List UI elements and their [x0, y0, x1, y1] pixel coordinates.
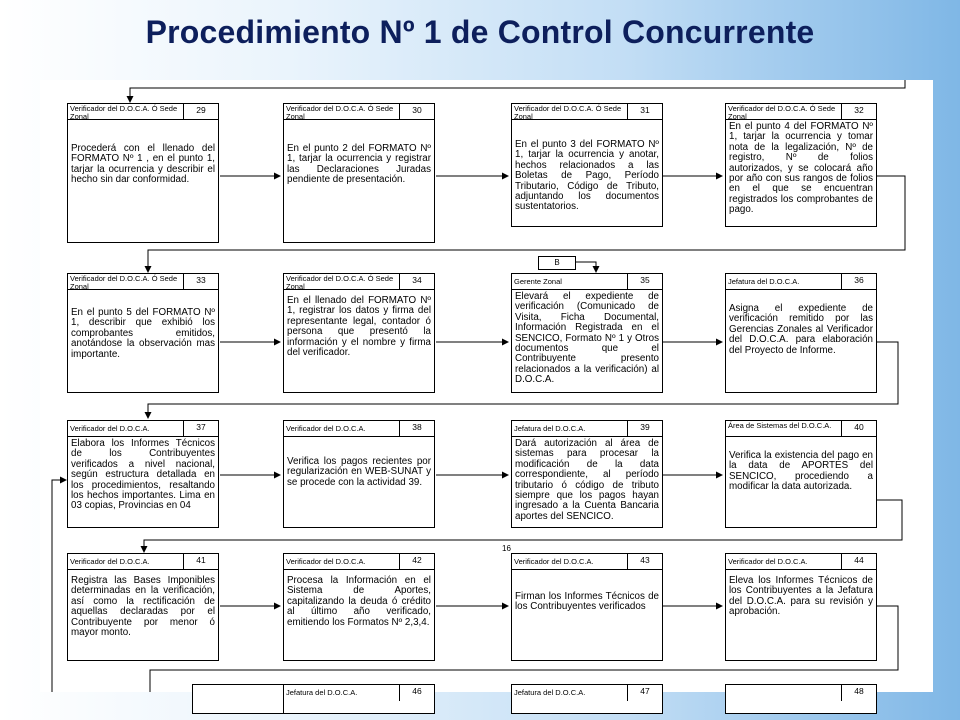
step-32	[725, 103, 877, 227]
step-33-actor: Verificador del D.O.C.A. Ó Sede Zonal	[70, 274, 178, 291]
step-32-text: En el punto 4 del FORMATO Nº 1, tarjar la ocurrencia y tomar nota de la legalización, Nº de registro, Nº de folios autorizados, y se colocará año por año con sus rangos de folios en el que se encuentran registrados los comprobantes de pago.	[729, 121, 873, 216]
page-title: Procedimiento Nº 1 de Control Concurrente	[145, 14, 815, 50]
step-33	[67, 273, 219, 393]
step-39-actor: Jefatura del D.O.C.A.	[514, 424, 586, 433]
step-47-actor: Jefatura del D.O.C.A.	[514, 688, 586, 697]
step-33-number: 33	[183, 274, 218, 289]
step-36-number: 36	[841, 274, 876, 289]
step-39-number: 39	[627, 421, 662, 436]
step-39	[511, 420, 663, 528]
step-42	[283, 553, 435, 661]
step-31-number: 31	[627, 104, 662, 119]
step-43-actor: Verificador del D.O.C.A.	[514, 557, 594, 566]
step-30-text: En el punto 2 del FORMATO Nº 1, tarjar la ocurrencia y registrar las Declaraciones Juradas pendiente de presentación.	[287, 143, 431, 186]
step-37-actor: Verificador del D.O.C.A.	[70, 424, 150, 433]
step-42-text: Procesa la Información en el Sistema de Aportes, capitalizando la deuda ó crédito al último año verificado, emitiendo los Formatos Nº 2,3,4.	[287, 575, 431, 628]
page-number: 16	[502, 544, 511, 553]
step-48-actor	[726, 685, 841, 701]
step-37-number: 37	[183, 421, 218, 436]
step-31-text: En el punto 3 del FORMATO Nº 1, tarjar la ocurrencia y anotar, hechos relacionados a las Boletas de Pago, Período Tributario, Código de Tributo, adjuntando los documentos sustentatorios.	[515, 139, 659, 213]
step-40-number: 40	[841, 421, 876, 436]
step-38	[283, 420, 435, 528]
step-29-number: 29	[183, 104, 218, 119]
step-38-number: 38	[399, 421, 434, 436]
flowchart-canvas	[40, 80, 933, 697]
step-34-text: En el llenado del FORMATO Nº 1, registrar los datos y firma del representante legal, contador ó persona que presentó la información y el nombre y firma del verificador.	[287, 295, 431, 359]
step-39-text: Dará autorización al área de sistemas para procesar la modificación de la data correspondiente, al período tributario ó código de tributo siempre que los pagos hayan ingresado a la Cuenta Bancaria aportes del SENCICO.	[515, 438, 659, 522]
step-36-actor: Jefatura del D.O.C.A.	[728, 277, 800, 286]
step-34-actor: Verificador del D.O.C.A. Ó Sede Zonal	[286, 274, 394, 291]
step-42-number: 42	[399, 554, 434, 569]
step-35-number: 35	[627, 274, 662, 289]
step-30	[283, 103, 435, 243]
connector-label-b: B	[538, 256, 576, 270]
step-44-number: 44	[841, 554, 876, 569]
step-34-number: 34	[399, 274, 434, 289]
step-41-actor: Verificador del D.O.C.A.	[70, 557, 150, 566]
step-35-actor: Gerente Zonal	[514, 277, 562, 286]
step-41-number: 41	[183, 554, 218, 569]
step-47	[511, 684, 663, 714]
step-32-actor: Verificador del D.O.C.A. Ó Sede Zonal	[728, 104, 836, 121]
step-37-text: Elabora los Informes Técnicos de los Contribuyentes verificados a nivel nacional, según estructura detallada en los procedimientos, resaltando los hechos importantes. Lima en 03 copias, Provincias en 04	[71, 438, 215, 512]
step-31	[511, 103, 663, 227]
step-43	[511, 553, 663, 661]
step-41	[67, 553, 219, 661]
step-46	[283, 684, 435, 714]
step-29-text: Procederá con el llenado del FORMATO Nº 1 , en el punto 1, tarjar la ocurrencia y describir el hecho sin dar conformidad.	[71, 143, 215, 186]
step-44-text: Eleva los Informes Técnicos de los Contribuyentes a la Jefatura del D.O.C.A. para su revisión y aprobación.	[729, 575, 873, 618]
step-34	[283, 273, 435, 393]
step-40-actor: Área de Sistemas del D.O.C.A.	[728, 421, 832, 430]
step-40	[725, 420, 877, 528]
step-32-number: 32	[841, 104, 876, 119]
step-37	[67, 420, 219, 528]
step-43-number: 43	[627, 554, 662, 569]
step-42-actor: Verificador del D.O.C.A.	[286, 557, 366, 566]
step-30-number: 30	[399, 104, 434, 119]
step-48	[725, 684, 877, 714]
step-43-text: Firman los Informes Técnicos de los Contribuyentes verificados	[515, 591, 659, 613]
step-47-number: 47	[627, 685, 662, 701]
step-38-text: Verifica los pagos recientes por regularización en WEB-SUNAT y se procede con la actividad 39.	[287, 456, 431, 488]
step-48-number: 48	[841, 685, 876, 701]
step-30-actor: Verificador del D.O.C.A. Ó Sede Zonal	[286, 104, 394, 121]
step-31-actor: Verificador del D.O.C.A. Ó Sede Zonal	[514, 104, 622, 121]
step-46-number: 46	[399, 685, 434, 701]
step-41-text: Registra las Bases Imponibles determinadas en la verificación, así como la rectificación de aquellas declaradas por el Contribuyente por menor ó mayor monto.	[71, 575, 215, 639]
step-36	[725, 273, 877, 393]
step-46-actor: Jefatura del D.O.C.A.	[286, 688, 358, 697]
step-40-text: Verifica la existencia del pago en la data de APORTES del SENCICO, procediendo a modificar la data autorizada.	[729, 450, 873, 493]
step-29-actor: Verificador del D.O.C.A. Ó Sede Zonal	[70, 104, 178, 121]
step-36-text: Asigna el expediente de verificación remitido por las Gerencias Zonales al Verificador del D.O.C.A. para elaboración del Proyecto de Informe.	[729, 303, 873, 356]
step-35-text: Elevará el expediente de verificación (Comunicado de Visita, Ficha Documental, Información Registrada en el SENCICO, Formato Nº 1 y Otros documentos que el Contribuyente presento relacionados a la verificación) al D.O.C.A.	[515, 291, 659, 386]
step-44	[725, 553, 877, 661]
step-29	[67, 103, 219, 243]
step-38-actor: Verificador del D.O.C.A.	[286, 424, 366, 433]
step-33-text: En el punto 5 del FORMATO Nº 1, describir que exhibió los comprobantes emitidos, anotándose la observación mas importante.	[71, 307, 215, 360]
step-35	[511, 273, 663, 393]
step-44-actor: Verificador del D.O.C.A.	[728, 557, 808, 566]
